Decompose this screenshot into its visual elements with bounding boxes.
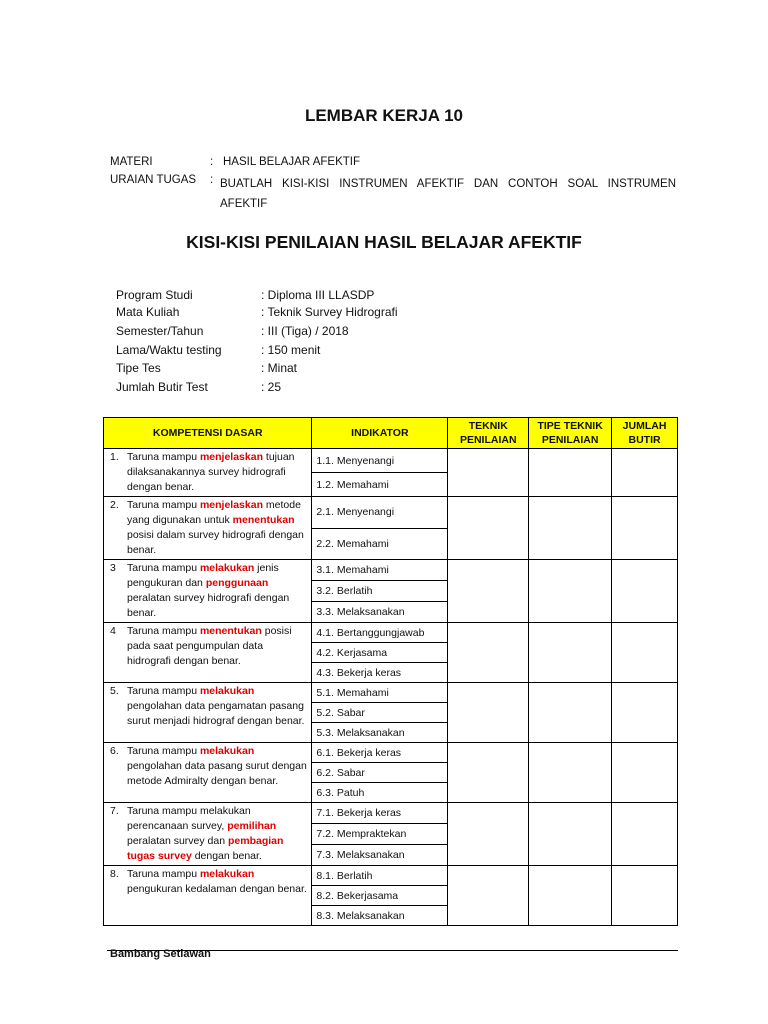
program-value: : 150 menit bbox=[261, 343, 321, 357]
kompetensi-number: 2. bbox=[110, 499, 119, 511]
kompetensi-segment: posisi pada saat pengumpulan data hidrografi dengan benar. bbox=[127, 625, 292, 667]
kisi-table bbox=[103, 417, 678, 926]
tipe-teknik-cell[interactable] bbox=[529, 560, 612, 623]
program-value: : III (Tiga) / 2018 bbox=[261, 324, 349, 338]
table-row bbox=[104, 449, 678, 473]
materi-label: MATERI bbox=[110, 156, 153, 168]
teknik-cell[interactable] bbox=[448, 866, 529, 926]
kompetensi-number: 8. bbox=[110, 868, 119, 880]
indikator-cell: 7.3. Melaksanakan bbox=[312, 845, 448, 866]
kompetensi-cell bbox=[104, 449, 312, 497]
teknik-cell[interactable] bbox=[448, 683, 529, 743]
indikator-cell: 1.1. Menyenangi bbox=[312, 449, 448, 473]
kompetensi-segment: metode yang digunakan untuk bbox=[127, 499, 301, 526]
kompetensi-keyword: menjelaskan bbox=[199, 499, 263, 511]
indikator-cell: 4.1. Bertanggungjawab bbox=[312, 623, 448, 643]
kompetensi-number: 3 bbox=[110, 562, 116, 574]
uraian-label: URAIAN TUGAS bbox=[110, 174, 197, 186]
kompetensi-number: 7. bbox=[110, 805, 119, 817]
indikator-cell: 4.2. Kerjasama bbox=[312, 643, 448, 663]
footer-author: Bambang Setiawan bbox=[110, 948, 211, 960]
teknik-cell[interactable] bbox=[448, 803, 529, 866]
program-label: Semester/Tahun bbox=[116, 324, 204, 338]
kompetensi-segment: pengukuran kedalaman dengan benar. bbox=[127, 883, 307, 895]
tipe-teknik-cell[interactable] bbox=[529, 449, 612, 497]
table-title: KISI-KISI PENILAIAN HASIL BELAJAR AFEKTIF bbox=[186, 232, 582, 252]
teknik-cell[interactable] bbox=[448, 743, 529, 803]
materi-value: HASIL BELAJAR AFEKTIF bbox=[223, 156, 360, 168]
table-row bbox=[104, 803, 678, 824]
kompetensi-cell bbox=[104, 683, 312, 743]
kompetensi-number: 1. bbox=[110, 451, 119, 463]
kompetensi-keyword: melakukan bbox=[199, 745, 255, 757]
tipe-teknik-cell[interactable] bbox=[529, 497, 612, 560]
header-jumlah: JUMLAH BUTIR bbox=[612, 418, 678, 449]
kompetensi-text bbox=[127, 744, 307, 789]
program-value: : Minat bbox=[261, 361, 298, 375]
kompetensi-segment: jenis pengukuran dan bbox=[127, 562, 279, 589]
kompetensi-keyword: melakukan bbox=[199, 685, 255, 697]
tipe-teknik-cell[interactable] bbox=[529, 623, 612, 683]
kompetensi-segment: Taruna mampu bbox=[127, 868, 200, 880]
kompetensi-text bbox=[127, 867, 307, 897]
kompetensi-text bbox=[127, 624, 307, 669]
indikator-cell: 5.2. Sabar bbox=[312, 703, 448, 723]
kompetensi-text bbox=[127, 804, 307, 864]
kompetensi-segment: Taruna mampu bbox=[127, 745, 200, 757]
kompetensi-keyword: penggunaan bbox=[205, 577, 269, 589]
kompetensi-text bbox=[127, 450, 307, 495]
indikator-cell: 5.1. Memahami bbox=[312, 683, 448, 703]
indikator-cell: 3.1. Memahami bbox=[312, 560, 448, 581]
kompetensi-segment: tujuan dilaksanakannya survey hidrografi dengan benar. bbox=[127, 451, 295, 493]
kompetensi-segment: Taruna mampu bbox=[127, 625, 200, 637]
tipe-teknik-cell[interactable] bbox=[529, 683, 612, 743]
uraian-value: BUATLAH KISI-KISI INSTRUMEN AFEKTIF DAN CONTOH SOAL INSTRUMEN AFEKTIF bbox=[220, 178, 676, 210]
kompetensi-segment: Taruna mampu bbox=[127, 685, 200, 697]
table-row bbox=[104, 560, 678, 581]
program-label: Mata Kuliah bbox=[116, 305, 180, 319]
program-label: Jumlah Butir Test bbox=[116, 380, 208, 394]
indikator-cell: 4.3. Bekerja keras bbox=[312, 663, 448, 683]
kompetensi-segment: pengolahan data pasang surut dengan metode Admiralty dengan benar. bbox=[127, 760, 307, 787]
jumlah-cell[interactable] bbox=[612, 497, 678, 560]
table-row bbox=[104, 683, 678, 703]
jumlah-cell[interactable] bbox=[612, 743, 678, 803]
indikator-cell: 3.2. Berlatih bbox=[312, 581, 448, 602]
jumlah-cell[interactable] bbox=[612, 449, 678, 497]
table-row bbox=[104, 866, 678, 886]
kompetensi-text bbox=[127, 498, 307, 558]
kompetensi-segment: Taruna mampu bbox=[127, 451, 200, 463]
kompetensi-number: 6. bbox=[110, 745, 119, 757]
indikator-cell: 2.1. Menyenangi bbox=[312, 497, 448, 529]
program-value: : 25 bbox=[261, 380, 282, 394]
indikator-cell: 2.2. Memahami bbox=[312, 528, 448, 560]
kompetensi-text bbox=[127, 561, 307, 621]
kompetensi-keyword: melakukan bbox=[199, 868, 255, 880]
indikator-cell: 6.3. Patuh bbox=[312, 783, 448, 803]
header-teknik: TEKNIK PENILAIAN bbox=[448, 418, 529, 449]
indikator-cell: 8.1. Berlatih bbox=[312, 866, 448, 886]
kompetensi-cell bbox=[104, 743, 312, 803]
kompetensi-keyword: menentukan bbox=[199, 625, 262, 637]
table-header-row bbox=[104, 418, 678, 449]
kompetensi-segment: Taruna mampu bbox=[127, 499, 200, 511]
kompetensi-cell bbox=[104, 623, 312, 683]
teknik-cell[interactable] bbox=[448, 623, 529, 683]
tipe-teknik-cell[interactable] bbox=[529, 803, 612, 866]
kompetensi-segment: posisi dalam survey hidrografi dengan benar. bbox=[127, 529, 304, 556]
teknik-cell[interactable] bbox=[448, 449, 529, 497]
indikator-cell: 7.2. Mempraktekan bbox=[312, 824, 448, 845]
kompetensi-number: 5. bbox=[110, 685, 119, 697]
jumlah-cell[interactable] bbox=[612, 683, 678, 743]
jumlah-cell[interactable] bbox=[612, 623, 678, 683]
indikator-cell: 8.3. Melaksanakan bbox=[312, 906, 448, 926]
table-row bbox=[104, 743, 678, 763]
indikator-cell: 7.1. Bekerja keras bbox=[312, 803, 448, 824]
indikator-cell: 6.2. Sabar bbox=[312, 763, 448, 783]
tipe-teknik-cell[interactable] bbox=[529, 866, 612, 926]
program-value: : Diploma III LLASDP bbox=[261, 288, 375, 302]
kompetensi-keyword: menentukan bbox=[232, 514, 295, 526]
program-label: Lama/Waktu testing bbox=[116, 343, 222, 357]
kompetensi-keyword: melakukan bbox=[199, 562, 255, 574]
table-row bbox=[104, 497, 678, 529]
teknik-cell[interactable] bbox=[448, 560, 529, 623]
kompetensi-segment: dengan benar. bbox=[191, 850, 262, 862]
header-tipe-teknik: TIPE TEKNIK PENILAIAN bbox=[529, 418, 612, 449]
kompetensi-segment: Taruna mampu bbox=[127, 562, 200, 574]
teknik-cell[interactable] bbox=[448, 497, 529, 560]
indikator-cell: 8.2. Bekerjasama bbox=[312, 886, 448, 906]
program-label: Tipe Tes bbox=[116, 361, 161, 375]
kompetensi-segment: pengolahan data pengamatan pasang surut menjadi hidrograf dengan benar. bbox=[127, 700, 305, 727]
kompetensi-number: 4 bbox=[110, 625, 116, 637]
jumlah-cell[interactable] bbox=[612, 803, 678, 866]
materi-colon: : bbox=[210, 156, 214, 168]
table-row bbox=[104, 623, 678, 643]
kompetensi-segment: Taruna mampu melakukan perencanaan survey, bbox=[127, 805, 251, 832]
header-indikator: INDIKATOR bbox=[312, 418, 448, 449]
kompetensi-text bbox=[127, 684, 307, 729]
kompetensi-cell bbox=[104, 497, 312, 560]
indikator-cell: 5.3. Melaksanakan bbox=[312, 723, 448, 743]
kompetensi-keyword: menjelaskan bbox=[199, 451, 263, 463]
header-kompetensi: KOMPETENSI DASAR bbox=[104, 418, 312, 449]
kompetensi-keyword: pemilihan bbox=[227, 820, 277, 832]
program-value: : Teknik Survey Hidrografi bbox=[261, 305, 398, 319]
jumlah-cell[interactable] bbox=[612, 866, 678, 926]
jumlah-cell[interactable] bbox=[612, 560, 678, 623]
indikator-cell: 6.1. Bekerja keras bbox=[312, 743, 448, 763]
program-label: Program Studi bbox=[116, 288, 193, 302]
kompetensi-cell bbox=[104, 803, 312, 866]
kompetensi-cell bbox=[104, 866, 312, 926]
kompetensi-segment: peralatan survey hidrografi dengan benar. bbox=[127, 592, 290, 619]
kompetensi-segment: peralatan survey dan bbox=[127, 835, 228, 847]
uraian-colon: : bbox=[210, 174, 214, 186]
indikator-cell: 3.3. Melaksanakan bbox=[312, 602, 448, 623]
indikator-cell: 1.2. Memahami bbox=[312, 473, 448, 497]
tipe-teknik-cell[interactable] bbox=[529, 743, 612, 803]
page-title: LEMBAR KERJA 10 bbox=[304, 106, 464, 125]
kompetensi-keyword: pembagian tugas survey bbox=[127, 835, 284, 862]
kompetensi-cell bbox=[104, 560, 312, 623]
